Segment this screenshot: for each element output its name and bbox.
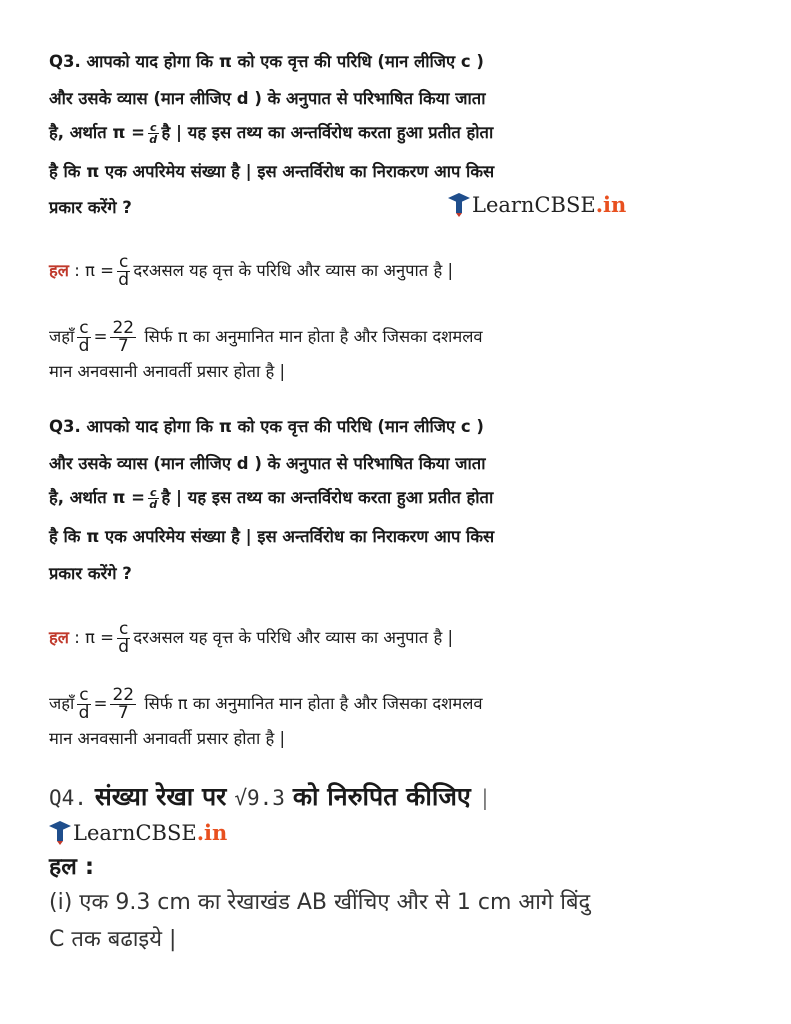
numerator: c bbox=[79, 685, 89, 705]
fraction-c-over-d bbox=[77, 687, 90, 722]
numerator: c bbox=[149, 486, 157, 499]
text: है, अर्थात π = bbox=[49, 488, 145, 507]
solution-label: हल : bbox=[49, 854, 95, 880]
fraction-c-over-d bbox=[117, 621, 130, 656]
learncbse-logo bbox=[49, 820, 227, 845]
text: जहाँ bbox=[49, 327, 75, 346]
question-line: है कि π एक अपरिमेय संख्या है | इस अन्तर्विरोध का निराकरण आप किस bbox=[49, 527, 495, 546]
numerator: c bbox=[119, 619, 129, 639]
text: सिर्फ π का अनुमानित मान होता है और जिसका दशमलव bbox=[144, 327, 483, 346]
question-line: और उसके व्यास (मान लीजिए d ) के अनुपात से परिभाषित किया जाता bbox=[49, 454, 486, 473]
text: जहाँ bbox=[49, 694, 75, 713]
denominator: d bbox=[118, 270, 130, 290]
text: सिर्फ π का अनुमानित मान होता है और जिसका दशमलव bbox=[144, 694, 483, 713]
text: दरअसल यह वृत्त के परिधि और व्यास का अनुपात है | bbox=[133, 261, 454, 280]
text: : π = bbox=[74, 628, 115, 647]
text: है, अर्थात π = bbox=[49, 123, 145, 142]
question-line bbox=[49, 487, 493, 510]
question-line: प्रकार करेंगे ? bbox=[49, 198, 132, 217]
question-line: है कि π एक अपरिमेय संख्या है | इस अन्तर्विरोध का निराकरण आप किस bbox=[49, 162, 495, 181]
text: है | यह इस तथ्य का अन्तर्विरोध करता हुआ प्रतीत होता bbox=[161, 488, 494, 507]
denominator: 7 bbox=[117, 703, 129, 723]
fraction-22-over-7 bbox=[110, 320, 136, 355]
logo-text: LearnCBSE bbox=[73, 820, 197, 845]
fraction-22-over-7 bbox=[110, 687, 136, 722]
numerator: c bbox=[149, 121, 157, 134]
text: संख्या रेखा पर bbox=[94, 782, 227, 811]
text: दरअसल यह वृत्त के परिधि और व्यास का अनुपात है | bbox=[133, 628, 454, 647]
denominator: d bbox=[149, 133, 158, 146]
question-line: Q3. आपको याद होगा कि π को एक वृत्त की परिधि (मान लीजिए c ) bbox=[49, 52, 484, 71]
denominator: d bbox=[78, 703, 90, 723]
numerator: 22 bbox=[112, 685, 135, 705]
math-sqrt: √9.3 bbox=[234, 786, 285, 810]
solution-line bbox=[49, 687, 483, 722]
text: | bbox=[478, 786, 492, 810]
question-line: Q3. आपको याद होगा कि π को एक वृत्त की परिधि (मान लीजिए c ) bbox=[49, 417, 484, 436]
logo-tld: .in bbox=[196, 820, 228, 845]
logo-text: LearnCBSE bbox=[472, 192, 596, 217]
solution-label: हल bbox=[49, 628, 69, 647]
graduation-cap-icon bbox=[448, 193, 470, 217]
text: = bbox=[93, 694, 108, 713]
fraction-c-over-d bbox=[117, 254, 130, 289]
solution-line: मान अनवसानी अनावर्ती प्रसार होता है | bbox=[49, 729, 286, 748]
solution-line: C तक बढाइये | bbox=[49, 927, 177, 952]
denominator: 7 bbox=[117, 336, 129, 356]
text: : π = bbox=[74, 261, 115, 280]
denominator: d bbox=[118, 637, 130, 657]
question-label: Q4. bbox=[49, 786, 87, 810]
numerator: 22 bbox=[112, 318, 135, 338]
question-line: और उसके व्यास (मान लीजिए d ) के अनुपात से परिभाषित किया जाता bbox=[49, 89, 486, 108]
logo-tld: .in bbox=[595, 192, 627, 217]
text: = bbox=[93, 327, 108, 346]
solution-line bbox=[49, 254, 453, 289]
solution-line: मान अनवसानी अनावर्ती प्रसार होता है | bbox=[49, 362, 286, 381]
solution-label: हल bbox=[49, 261, 69, 280]
text: को निरुपित कीजिए bbox=[292, 782, 471, 811]
fraction-c-over-d bbox=[148, 122, 159, 145]
graduation-cap-icon bbox=[49, 821, 71, 845]
numerator: c bbox=[119, 252, 129, 272]
fraction-c-over-d bbox=[77, 320, 90, 355]
solution-line bbox=[49, 621, 453, 656]
learncbse-logo bbox=[448, 192, 626, 217]
solution-line: (i) एक 9.3 cm का रेखाखंड AB खींचिए और से 1 cm आगे बिंदु bbox=[49, 890, 591, 915]
question-line bbox=[49, 122, 493, 145]
numerator: c bbox=[79, 318, 89, 338]
denominator: d bbox=[149, 498, 158, 511]
denominator: d bbox=[78, 336, 90, 356]
question-4-title bbox=[49, 782, 491, 813]
question-line: प्रकार करेंगे ? bbox=[49, 564, 132, 583]
fraction-c-over-d bbox=[148, 487, 159, 510]
text: है | यह इस तथ्य का अन्तर्विरोध करता हुआ प्रतीत होता bbox=[161, 123, 494, 142]
solution-line bbox=[49, 320, 483, 355]
